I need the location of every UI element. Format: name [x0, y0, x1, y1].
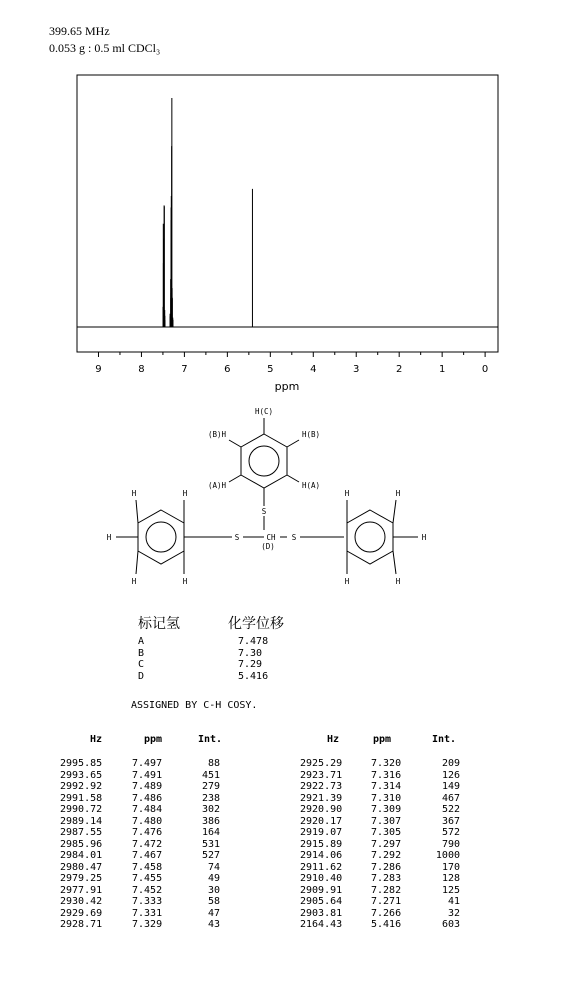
cell-hz: 2980.47 — [60, 861, 103, 873]
cell-int: 149 — [441, 781, 460, 792]
cell-int: 279 — [201, 781, 220, 792]
sample-concentration: 0.053 g : 0.5 ml CDCl₃ — [49, 41, 161, 55]
cell-hz: 2922.73 — [300, 781, 343, 792]
cell-ppm: 7.497 — [132, 758, 163, 769]
cell-hz: 2905.64 — [300, 896, 343, 907]
bond — [393, 500, 396, 523]
plot-frame — [77, 75, 498, 352]
right-aromatic-circle — [355, 522, 385, 552]
x-tick-label: 3 — [353, 364, 360, 375]
label-h: H — [131, 489, 137, 498]
assignment-shift: 7.30 — [238, 647, 263, 659]
cell-ppm: 7.305 — [371, 827, 402, 838]
assignment-label: D — [138, 670, 145, 682]
cell-hz: 2925.29 — [300, 758, 343, 769]
cell-ppm: 7.282 — [371, 884, 402, 896]
cell-ppm: 5.416 — [371, 919, 402, 930]
assignment-shift: 7.29 — [238, 659, 263, 670]
cell-ppm: 7.467 — [132, 850, 163, 861]
cell-hz: 2930.42 — [60, 896, 103, 907]
label-h: H — [182, 489, 188, 498]
label-h: H — [131, 577, 137, 586]
cell-ppm: 7.271 — [371, 896, 402, 907]
cell-hz: 2979.25 — [60, 873, 103, 884]
x-tick-label: 2 — [396, 364, 403, 375]
cell-hz: 2987.55 — [60, 827, 103, 838]
assignment-shift: 5.416 — [238, 670, 269, 682]
bond — [287, 440, 299, 447]
x-tick-label: 7 — [181, 364, 188, 375]
cell-int: 531 — [201, 838, 220, 850]
cell-ppm: 7.314 — [371, 781, 402, 792]
cell-hz: 2977.91 — [60, 884, 103, 896]
cell-hz: 2915.89 — [300, 838, 343, 850]
label-h: H — [344, 489, 350, 498]
cell-int: 603 — [441, 919, 460, 930]
cell-int: 43 — [207, 919, 220, 930]
cell-int: 209 — [441, 758, 460, 769]
cell-hz: 2992.92 — [60, 781, 103, 792]
cell-hz: 2921.39 — [300, 792, 343, 804]
cell-ppm: 7.292 — [371, 850, 402, 861]
cell-hz: 2911.62 — [300, 861, 343, 873]
cell-ppm: 7.329 — [132, 919, 163, 930]
cell-int: 88 — [207, 758, 220, 769]
cell-hz: 2909.91 — [300, 884, 343, 896]
assignment-col-shift: 化学位移 — [228, 616, 284, 632]
cell-int: 126 — [441, 769, 460, 781]
bond — [287, 475, 299, 482]
label-s-right: S — [291, 533, 297, 542]
label-ch: CH — [266, 533, 276, 542]
cell-int: 451 — [201, 769, 220, 781]
cell-hz: 2985.96 — [60, 838, 103, 850]
cell-int: 572 — [441, 827, 460, 838]
cell-ppm: 7.309 — [371, 804, 402, 815]
label-hc: H(C) — [254, 407, 274, 416]
x-tick-label: 0 — [481, 364, 489, 375]
cell-hz: 2990.72 — [60, 804, 103, 815]
label-h: H — [106, 533, 112, 542]
cell-int: 238 — [201, 792, 220, 804]
col-hz: Hz — [327, 734, 340, 745]
chemical-structure — [107, 407, 427, 586]
cell-hz: 2164.43 — [300, 919, 343, 930]
cell-int: 367 — [441, 815, 460, 827]
cell-int: 58 — [207, 896, 220, 907]
cell-ppm: 7.452 — [132, 884, 163, 896]
bond — [136, 500, 138, 523]
col-hz: Hz — [90, 734, 103, 745]
top-benzene-ring — [241, 434, 287, 488]
assignment-note: ASSIGNED BY C-H COSY. — [131, 700, 258, 711]
x-tick-label: 6 — [224, 364, 231, 375]
cell-int: 386 — [201, 815, 220, 827]
cell-hz: 2928.71 — [60, 919, 103, 930]
label-h: H — [182, 577, 188, 586]
cell-hz: 2920.90 — [300, 804, 343, 815]
cell-ppm: 7.316 — [371, 769, 402, 781]
cell-ppm: 7.458 — [132, 861, 163, 873]
cell-ppm: 7.484 — [132, 804, 163, 815]
col-int: Int. — [432, 734, 457, 745]
cell-hz: 2984.01 — [60, 850, 103, 861]
label-hb-left: (B)H — [207, 430, 226, 439]
cell-hz: 2991.58 — [60, 792, 103, 804]
cell-int: 128 — [441, 873, 460, 884]
cell-hz: 2929.69 — [60, 907, 103, 919]
cell-hz: 2993.65 — [60, 769, 103, 781]
cell-ppm: 7.310 — [371, 792, 402, 804]
cell-hz: 2920.17 — [300, 815, 343, 827]
label-ha-right: H(A) — [302, 481, 321, 490]
label-h: H — [395, 577, 401, 586]
label-hb-right: H(B) — [302, 430, 321, 439]
cell-ppm: 7.297 — [371, 838, 402, 850]
cell-ppm: 7.333 — [132, 896, 163, 907]
cell-int: 125 — [441, 884, 460, 896]
cell-hz: 2914.06 — [300, 850, 343, 861]
cell-int: 164 — [201, 827, 220, 838]
left-benzene-ring — [138, 510, 184, 564]
cell-ppm: 7.486 — [132, 792, 163, 804]
bond — [229, 440, 241, 447]
assignment-col-label: 标记氢 — [138, 616, 180, 632]
cell-hz: 2903.81 — [300, 907, 343, 919]
x-tick-label: 5 — [267, 364, 274, 375]
top-aromatic-circle — [249, 446, 279, 476]
label-ha-left: (A)H — [207, 481, 226, 490]
spectrometer-frequency: 399.65 MHz — [49, 24, 110, 38]
cell-int: 790 — [441, 838, 460, 850]
x-axis-label: ppm — [274, 380, 300, 393]
cell-ppm: 7.489 — [132, 781, 163, 792]
cell-ppm: 7.266 — [371, 907, 402, 919]
cell-int: 527 — [201, 850, 220, 861]
cell-hz: 2910.40 — [300, 873, 343, 884]
x-tick-label: 8 — [138, 364, 145, 375]
cell-ppm: 7.307 — [371, 815, 402, 827]
cell-ppm: 7.472 — [132, 838, 163, 850]
cell-hz: 2995.85 — [60, 758, 103, 769]
x-tick-label: 1 — [438, 364, 446, 375]
bond — [229, 475, 241, 482]
col-int: Int. — [198, 734, 223, 745]
cell-ppm: 7.320 — [371, 758, 402, 769]
cell-ppm: 7.283 — [371, 873, 402, 884]
cell-ppm: 7.491 — [132, 769, 163, 781]
cell-int: 47 — [207, 907, 220, 919]
cell-int: 49 — [207, 873, 220, 884]
cell-int: 41 — [447, 896, 460, 907]
cell-int: 467 — [441, 792, 460, 804]
cell-ppm: 7.286 — [371, 861, 402, 873]
assignment-label: B — [138, 647, 145, 659]
label-h: H — [344, 577, 350, 586]
assignment-label: A — [138, 636, 145, 647]
left-aromatic-circle — [146, 522, 176, 552]
bond — [136, 551, 138, 574]
cell-ppm: 7.480 — [132, 815, 163, 827]
label-h: H — [395, 489, 401, 498]
cell-hz: 2923.71 — [300, 769, 343, 781]
col-ppm: ppm — [144, 734, 163, 745]
cell-int: 30 — [207, 884, 220, 896]
right-benzene-ring — [347, 510, 393, 564]
cell-ppm: 7.476 — [132, 827, 163, 838]
bond — [393, 551, 396, 574]
cell-hz: 2989.14 — [60, 815, 103, 827]
cell-int: 170 — [441, 861, 460, 873]
cell-int: 74 — [207, 861, 220, 873]
x-tick-label: 4 — [310, 364, 317, 375]
x-axis-ticks — [95, 352, 488, 375]
cell-hz: 2919.07 — [300, 827, 343, 838]
cell-int: 32 — [447, 907, 460, 919]
cell-int: 522 — [441, 804, 460, 815]
label-h: H — [421, 533, 427, 542]
label-d: (D) — [261, 542, 275, 551]
label-s-left: S — [234, 533, 240, 542]
assignment-label: C — [138, 659, 145, 670]
cell-ppm: 7.455 — [132, 873, 163, 884]
label-s-top: S — [261, 507, 267, 516]
cell-ppm: 7.331 — [132, 907, 163, 919]
cell-int: 302 — [201, 804, 220, 815]
assignment-shift: 7.478 — [238, 636, 269, 647]
col-ppm: ppm — [373, 734, 392, 745]
peak-layer — [163, 98, 252, 327]
cell-int: 1000 — [435, 850, 460, 861]
x-tick-label: 9 — [95, 364, 102, 375]
